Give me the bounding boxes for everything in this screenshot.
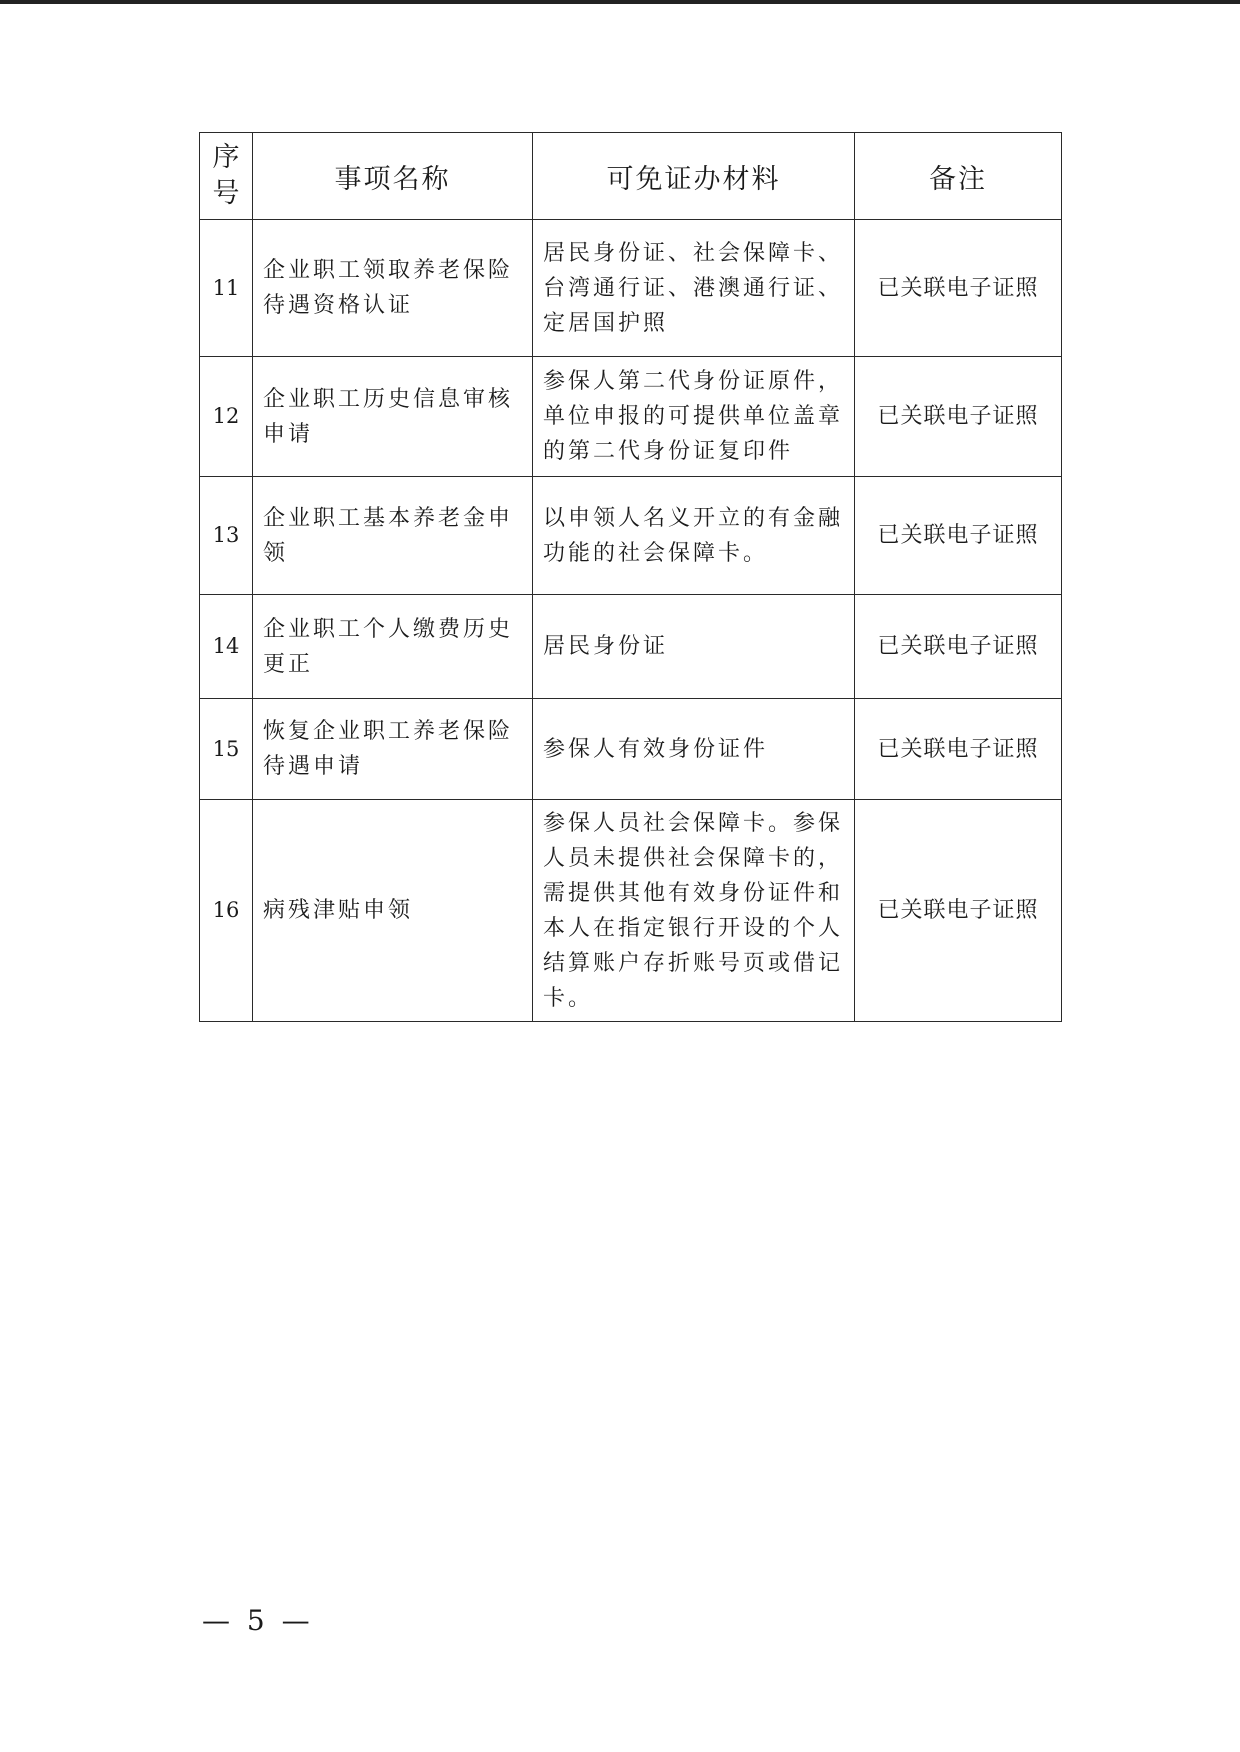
row-note: 已关联电子证照 <box>855 477 1062 595</box>
header-item: 事项名称 <box>253 133 533 220</box>
header-seq-top: 序 <box>212 142 240 173</box>
row-item: 企业职工基本养老金申领 <box>253 477 533 595</box>
row-number: 11 <box>200 220 253 357</box>
row-item: 病残津贴申领 <box>253 800 533 1022</box>
exemption-table <box>199 132 1062 1022</box>
row-material: 参保人有效身份证件 <box>533 699 855 800</box>
row-item: 企业职工领取养老保险待遇资格认证 <box>253 220 533 357</box>
table-row <box>200 357 1062 477</box>
row-note: 已关联电子证照 <box>855 800 1062 1022</box>
header-material: 可免证办材料 <box>533 133 855 220</box>
row-note: 已关联电子证照 <box>855 220 1062 357</box>
row-item: 恢复企业职工养老保险待遇申请 <box>253 699 533 800</box>
table-row <box>200 699 1062 800</box>
header-seq <box>200 133 253 220</box>
row-number: 12 <box>200 357 253 477</box>
table-row <box>200 220 1062 357</box>
table-row <box>200 800 1062 1022</box>
header-seq-bottom: 号 <box>212 178 240 209</box>
row-note: 已关联电子证照 <box>855 357 1062 477</box>
row-material: 居民身份证、社会保障卡、台湾通行证、港澳通行证、定居国护照 <box>533 220 855 357</box>
row-material: 参保人第二代身份证原件，单位申报的可提供单位盖章的第二代身份证复印件 <box>533 357 855 477</box>
row-number: 15 <box>200 699 253 800</box>
row-material: 居民身份证 <box>533 595 855 699</box>
row-item: 企业职工历史信息审核申请 <box>253 357 533 477</box>
table-row <box>200 477 1062 595</box>
page-number: — 5 — <box>202 1604 314 1637</box>
row-number: 13 <box>200 477 253 595</box>
row-number: 16 <box>200 800 253 1022</box>
table-row <box>200 595 1062 699</box>
row-item: 企业职工个人缴费历史更正 <box>253 595 533 699</box>
row-note: 已关联电子证照 <box>855 595 1062 699</box>
table-header-row <box>200 133 1062 220</box>
row-number: 14 <box>200 595 253 699</box>
scan-top-edge <box>0 0 1240 4</box>
header-note: 备注 <box>855 133 1062 220</box>
row-material: 以申领人名义开立的有金融功能的社会保障卡。 <box>533 477 855 595</box>
row-note: 已关联电子证照 <box>855 699 1062 800</box>
row-material: 参保人员社会保障卡。参保人员未提供社会保障卡的，需提供其他有效身份证件和本人在指定银行开设的个人结算账户存折账号页或借记卡。 <box>533 800 855 1022</box>
